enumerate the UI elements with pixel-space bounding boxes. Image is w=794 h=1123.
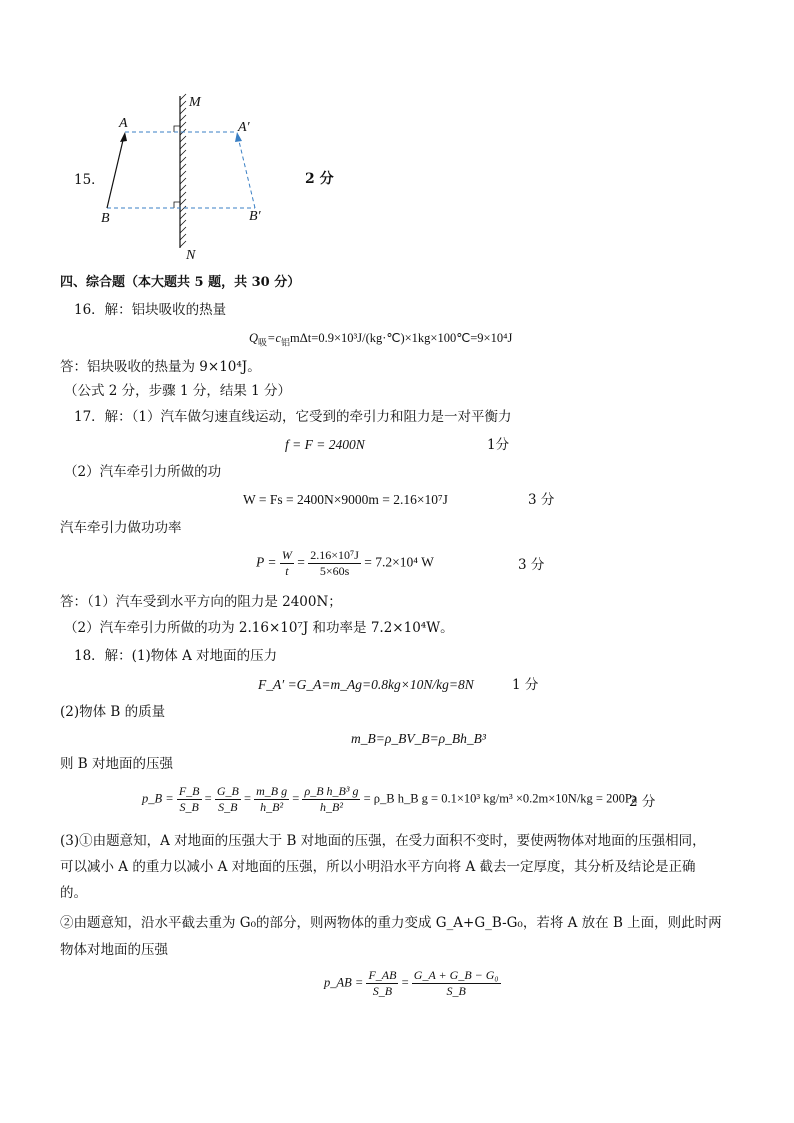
q18-score3: 2 分 — [629, 794, 656, 810]
q17-answer2: （2）汽车牵引力所做的功为 2.16×10⁷J 和功率是 7.2×10⁴W。 — [64, 620, 454, 636]
image-arrow-AB — [238, 137, 255, 208]
q18-para4-line2: 物体对地面的压强 — [60, 942, 168, 958]
q18-para3-line2: 可以减小 A 的重力以减小 A 对地面的压强，所以小明沿水平方向将 A 截去一定厚度，其分析及结论是正确 — [60, 859, 696, 875]
q18-pressure-label: 则 B 对地面的压强 — [60, 756, 174, 772]
object-arrow-AB — [107, 136, 124, 208]
label-A: A — [119, 116, 128, 131]
q17-eq2: W = Fs = 2400N×9000m = 2.16×10⁷J — [243, 492, 448, 507]
q17-score2: 3 分 — [528, 492, 555, 508]
q17-part2: （2）汽车牵引力所做的功 — [64, 464, 222, 480]
q18-eq3: p_B = $\frac{F\_B}{S\_B}$ = $\frac{G\_B}{S\_B}$ = $\frac{\text{m\_B g}}{\text{h\_B²}}$ = $\frac{\text{ρ\_B h\_B³ g}}{\text{h\_B²}}$ = ρ_B h_B g = 0.1×10³ kg/m³ ×0.2m×10N/kg = 200Pa — [142, 784, 638, 814]
q16-intro: 16．解：铝块吸收的热量 — [74, 302, 227, 318]
q18-para4-line1: ②由题意知，沿水平截去重为 G₀的部分，则两物体的重力变成 G_A+G_B-G₀，若将 A 放在 B 上面，则此时两 — [60, 915, 722, 931]
q17-score1: 1分 — [487, 437, 510, 453]
label-N: N — [186, 248, 196, 263]
label-A-prime: A′ — [238, 120, 250, 135]
q16-answer: 答：铝块吸收的热量为 9×10⁴J。 — [60, 359, 261, 375]
q18-eq4: p_AB = $\frac{F\_AB}{S\_B}$ = $\frac{\text{G\_A + G\_B − G₀}}{S\_B}$ — [324, 968, 499, 998]
q16-note: （公式 2 分，步骤 1 分，结果 1 分） — [64, 383, 292, 399]
q17-eq1: f = F = 2400N — [285, 437, 365, 452]
object-arrowhead — [120, 132, 127, 142]
q18-part2: (2)物体 B 的质量 — [60, 704, 166, 720]
label-B: B — [101, 211, 110, 226]
mirror-hatching — [180, 94, 186, 247]
q15-score: 2 分 — [305, 171, 334, 187]
q18-para3-line3: 的。 — [60, 885, 87, 901]
q15-number: 15． — [74, 172, 105, 188]
q18-para3-line1: (3)①由题意知，A 对地面的压强大于 B 对地面的压强，在受力面积不变时，要使两物体对地面的压强相同， — [60, 833, 706, 849]
q18-score1: 1 分 — [512, 677, 539, 693]
q18-eq1: F_A′ =G_A=m_Ag=0.8kg×10N/kg=8N — [258, 677, 474, 692]
q16-equation: $Q_吸=c_铝m\Delta t=0.9\times 10^3J/(kg\cdot℃)\times 1kg\times 100℃=9\times 10^4J$ — [249, 331, 513, 348]
q17-score3: 3 分 — [518, 557, 545, 573]
right-angle-mark-bottom — [174, 202, 180, 208]
q17-power-label: 汽车牵引力做功功率 — [60, 520, 182, 536]
label-B-prime: B′ — [249, 209, 261, 224]
q18-eq2: m_B=ρ_BV_B=ρ_Bh_B³ — [351, 731, 486, 746]
right-angle-mark-top — [174, 126, 180, 132]
q17-eq3: P = $\frac{W}{t}$ = $\frac{\text{2.16×10⁷J}}{5\times 60s}$ = 7.2×10⁴ W — [256, 548, 434, 578]
q17-answer1: 答：（1）汽车受到水平方向的阻力是 2400N； — [60, 594, 342, 610]
q17-intro: 17．解：（1）汽车做匀速直线运动，它受到的牵引力和阻力是一对平衡力 — [74, 409, 512, 425]
section-heading: 四、综合题（本大题共 5 题，共 30 分） — [60, 275, 301, 290]
q18-intro: 18．解：(1)物体 A 对地面的压力 — [74, 648, 278, 664]
label-M: M — [189, 95, 201, 110]
